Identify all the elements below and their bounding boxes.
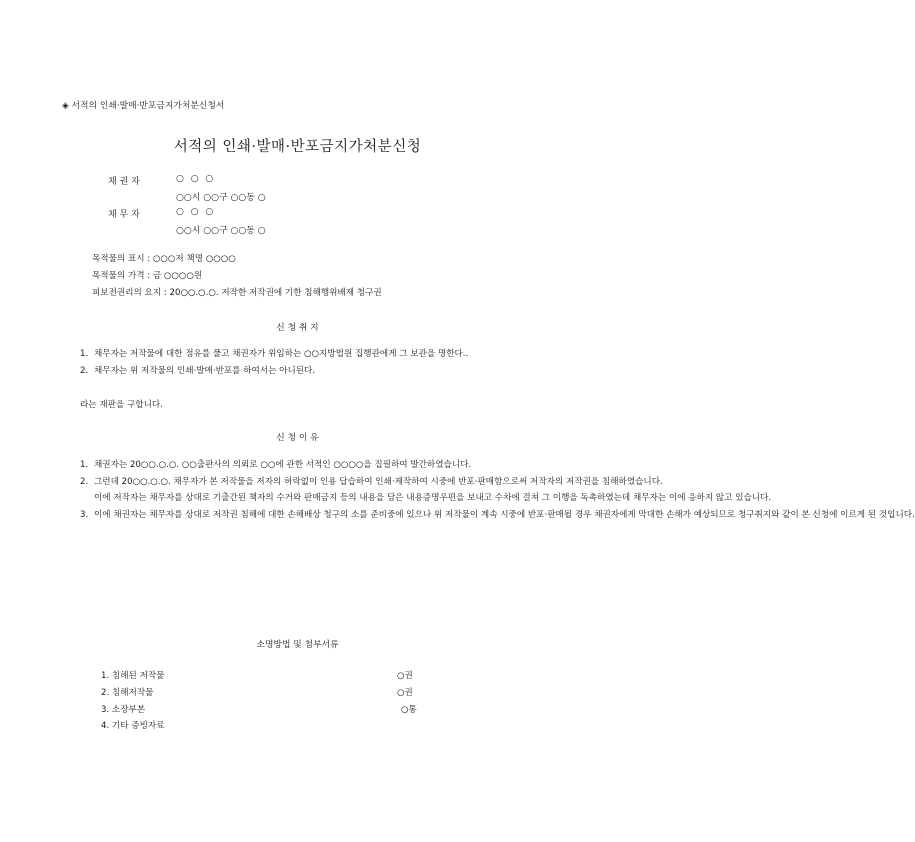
item-text: 채권자는 20○○.○.○. ○○출판사의 의뢰로 ○○에 관한 서적인 ○○○○을 집필하여 발간하였습니다.: [94, 460, 472, 470]
reasons-list: [80, 457, 915, 523]
purpose-list: [80, 346, 532, 379]
item-text: 그런데 20○○.○.○. 채무자가 본 저작물을 저자의 허락없이 인용 답습하여 인쇄·제작하여 시중에 반포·판매함으로써 저작자의 저작권을 침해하였습니다.: [94, 476, 663, 487]
creditor-address: ○○시 ○○구 ○○동 ○: [176, 193, 266, 203]
document-title: 서적의 인쇄·발매·반포금지가처분신청: [173, 139, 422, 155]
purpose-conclusion: 라는 재판을 구합니다.: [80, 400, 163, 410]
item-text: 채무자는 저작물에 대한 점유를 풀고 채권자가 위임하는 ○○지방법원 집행관에게 그 보관을 명한다..: [94, 349, 469, 359]
item-number: 2.: [80, 365, 89, 376]
item-text: 채무자는 위 저작물의 인쇄·발매·반포를 하여서는 아니된다.: [94, 365, 316, 376]
list-item: [80, 346, 532, 363]
debtor-role: 채 무 자: [108, 210, 140, 220]
item-text: 이에 채권자는 채무자를 상대로 저작권 침해에 대한 손해배상 청구의 소를 준비중에 있으나 위 저작물이 계속 시중에 반포·판매될 경우 채권자에게 막대한 손해가 예상되므로 청구취지와 같이 본 신청에 이르게 된 것입니다.: [94, 509, 915, 520]
list-item: [80, 507, 915, 524]
debtor-name: ○ ○ ○: [176, 207, 216, 217]
debtor-address: ○○시 ○○구 ○○동 ○: [176, 226, 266, 236]
evidence-item-count: ○권: [397, 671, 413, 681]
item-number: 1.: [80, 349, 89, 359]
list-item: [80, 474, 663, 491]
evidence-item-label: 4. 기타 증빙자료: [101, 721, 165, 731]
evidence-heading: 소명방법 및 첨부서류: [256, 640, 339, 650]
target-price: 목적물의 가격 : 금 ○○○○원: [92, 271, 203, 281]
item-text: 이에 저작자는 채무자를 상대로 기출간된 책자의 수거와 판매금지 등의 내용을 담은 내용증명우편을 보내고 수차에 걸쳐 그 이행을 독촉하였는데 채무자는 이에 응하지 않고 있습니다.: [94, 493, 772, 503]
list-item: [80, 363, 532, 380]
item-number: [80, 490, 94, 507]
item-number: 2.: [80, 476, 89, 487]
reasons-heading: 신 청 이 유: [276, 433, 319, 443]
purpose-heading: 신 청 취 지: [276, 323, 319, 333]
document-type-label: ◈ 서적의 인쇄·발매·반포금지가처분신청서: [62, 101, 225, 111]
list-item: [80, 490, 772, 507]
item-number: 3.: [80, 509, 89, 520]
target-display: 목적물의 표시 : ○○○저 책명 ○○○○: [92, 254, 236, 264]
evidence-item-label: 3. 소장부본: [101, 705, 146, 715]
evidence-item-count: ○권: [397, 688, 413, 698]
creditor-name: ○ ○ ○: [176, 174, 216, 184]
evidence-item-label: 1. 침해된 저작물: [101, 671, 165, 681]
creditor-role: 채 권 자: [108, 177, 140, 187]
evidence-item-count: ○통: [401, 705, 417, 715]
preserved-right-gist: 피보전권리의 요지 : 20○○.○.○. 저작한 저작권에 기한 침해행위배제 청구권: [92, 288, 382, 298]
item-number: 1.: [80, 460, 89, 470]
evidence-item-label: 2. 침해저작물: [101, 688, 154, 698]
list-item: [80, 457, 532, 474]
